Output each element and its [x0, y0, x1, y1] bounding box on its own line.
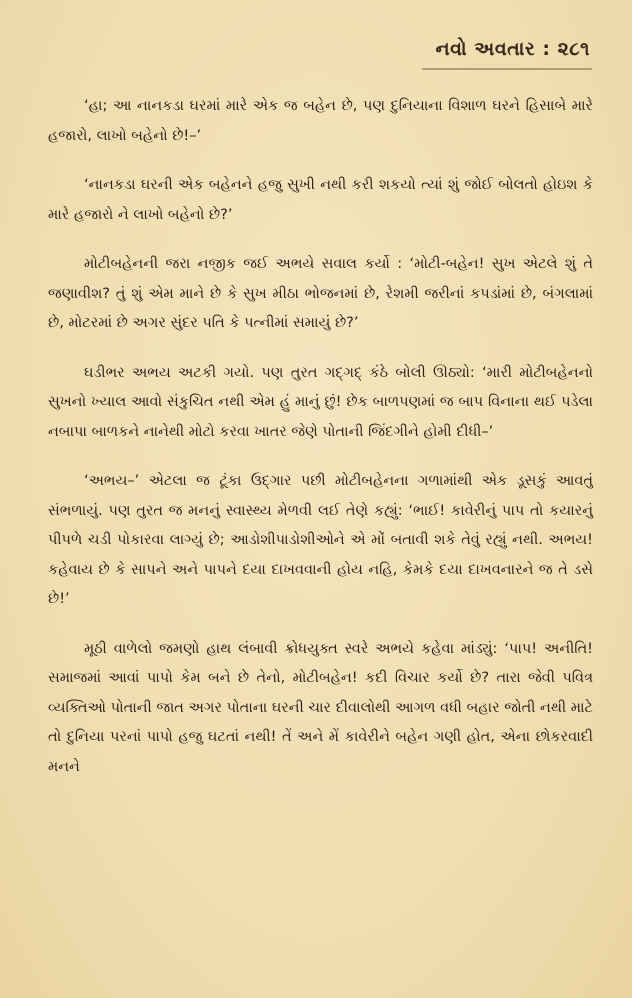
page-body	[48, 92, 593, 800]
paragraph: ઘડીભર અભય અટકી ગયો. પણ તુરત ગદ્ગદ્ કંઠે બોલી ઊઠ્યો: ‘મારી મોટીબહેનનો સુખનો ખ્યાલ આવો સંકુચિત નથી એમ હું માનું છું! છેક બાળપણમાં જ બાપ વિનાના થઈ પડેલા નબાપા બાળકને નાનેથી મોટો કરવા ખાતર જેણે પોતાની જિંદગીને હોમી દીધી–’	[48, 364, 593, 440]
paragraph: ‘અભય–’ એટલા જ ટૂંકા ઉદ્‌ગાર પછી મોટીબહેનના ગળામાંથી એક ડૂસકું આવતું સંભળાયું. પણ તુરત જ મનનું સ્વાસ્થ્ય મેળવી લઈ તેણે કહ્યું: ‘ભાઈ! કાવેરીનું પાપ તો કયારનું પીપળે ચડી પોકારવા લાગ્યું છે; આડોશીપાડોશીઓને એ મોં બતાવી શકે તેવું રહ્યું નથી. અભય! કહેવાય છે કે સાપને અને પાપને દયા દાખવવાની હોય નહિ, કેમકે દયા દાખવનારને જ તે ડસે છે!’	[48, 473, 593, 607]
paragraph: મોટીબહેનની જરા નજીક જઈ અભયે સવાલ કર્યો : ‘મોટી-બહેન! સુખ એટલે શું તે જણાવીશ? તું શું એમ માને છે કે સુખ મીઠા ભોજનમાં છે, રેશમી જરીનાં કપડાંમાં છે, બંગલામાં છે, મોટરમાં છે અગર સુંદર પતિ કે પત્નીમાં સમાયું છે?’	[48, 256, 593, 331]
running-header: નવો અવતાર : ૨૮૧	[435, 38, 590, 60]
header-underline	[422, 68, 592, 70]
paragraph: મૂઠી વાળેલો જમણો હાથ લંબાવી ક્રોધયુક્ત સ્વરે અભયે કહેવા માંડ્યું: ‘પાપ! અનીતિ! સમાજમાં આવાં પાપો કેમ બને છે તેનો, મોટીબહેન! કદી વિચાર કર્યો છે? તારા જેવી પવિત્ર વ્યક્તિઓ પોતાની જાત અગર પોતાના ઘરની ચાર દીવાલોથી આગળ વધી બહાર જોતી નથી માટે તો દુનિયા પરનાં પાપો હજુ ઘટતાં નથી! તેં અને મેં કાવેરીને બહેન ગણી હોત, એના છોકરવાદી મનને	[48, 640, 593, 775]
paragraph: ‘નાનકડા ઘરની એક બહેનને હજુ સુખી નથી કરી શકયો ત્યાં શું જોઈ બોલતો હોઇશ કે મારે હજારો ને લાખો બહેનો છે?’	[48, 177, 593, 223]
paragraph: ‘હા; આ નાનકડા ઘરમાં મારે એક જ બહેન છે, પણ દુનિયાના વિશાળ ઘરને હિસાબે મારે હજારો, લાખો બહેનો છે!–’	[48, 98, 593, 144]
